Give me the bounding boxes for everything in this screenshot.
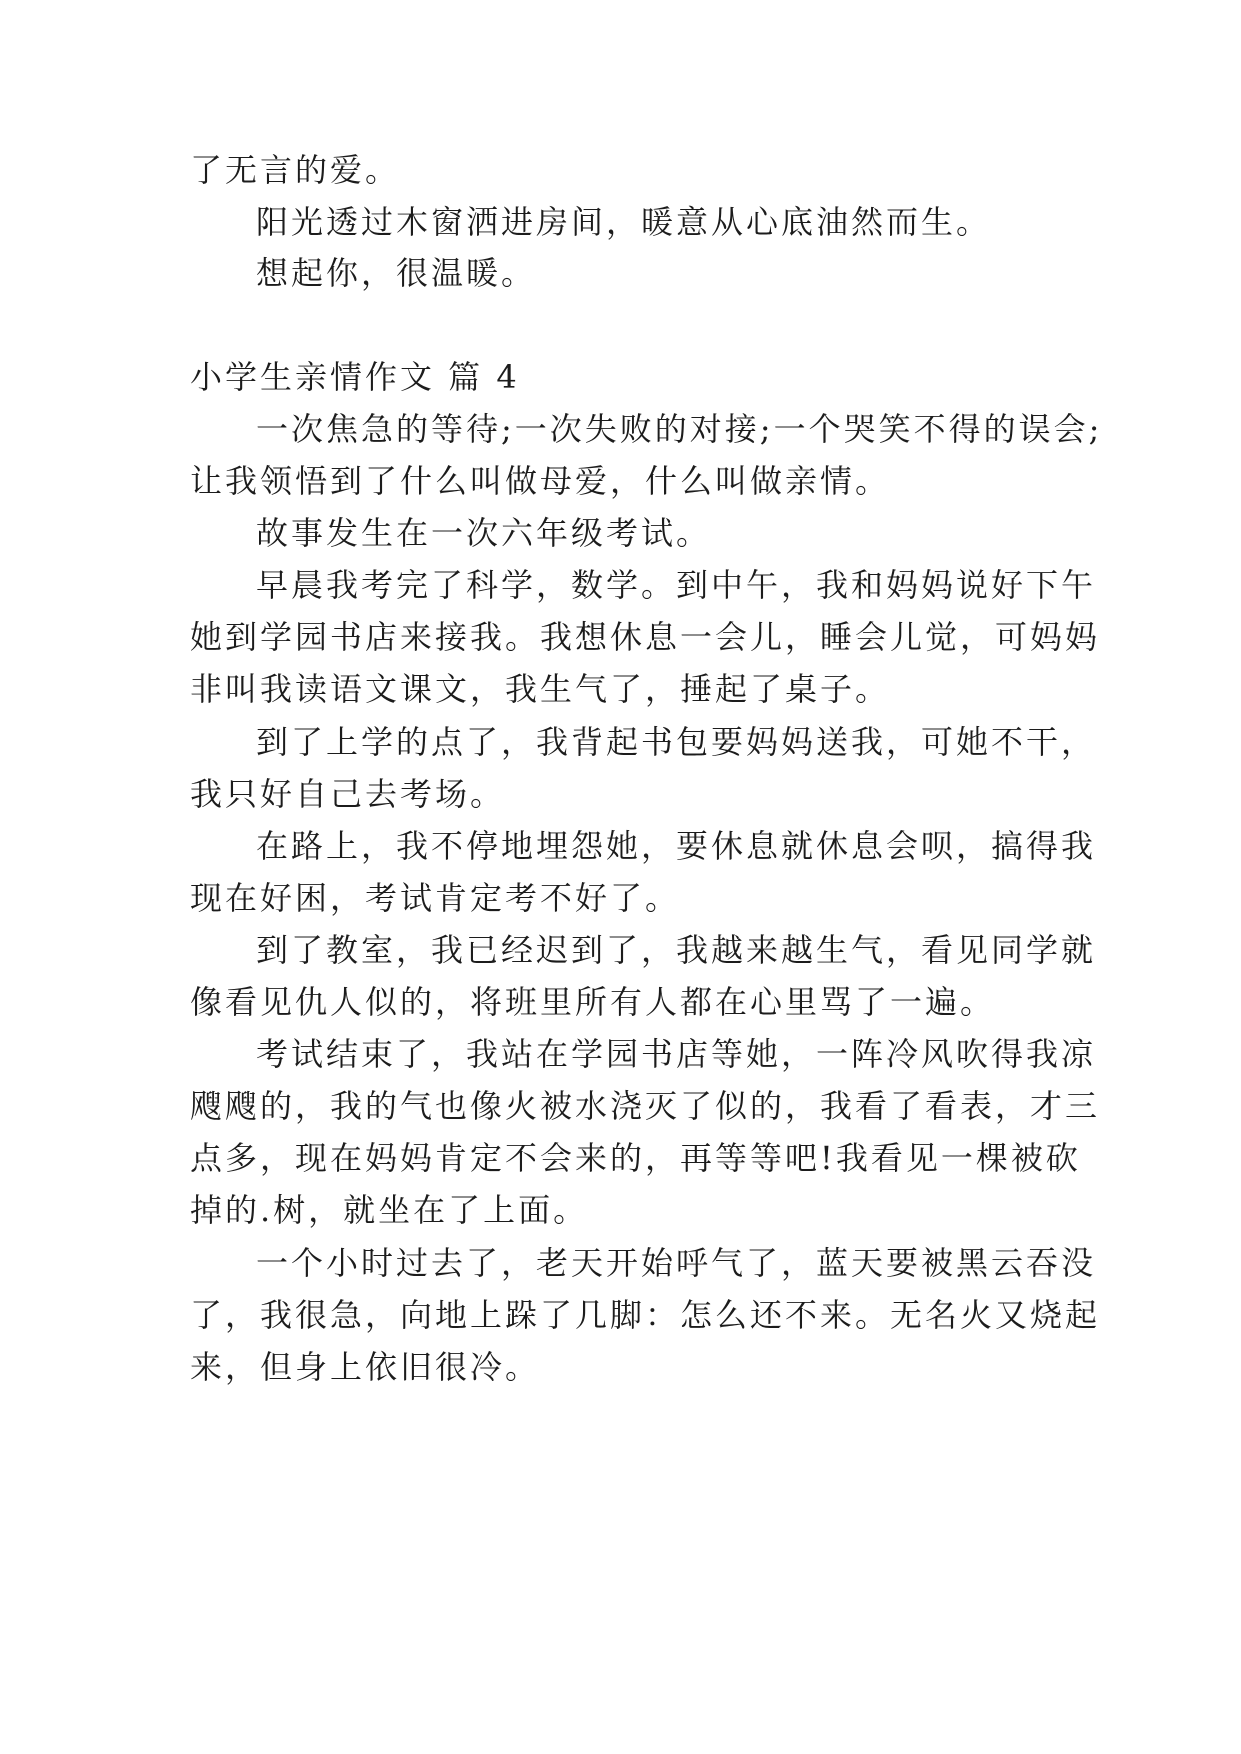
text-line-paragraph-start: 想起你，很温暖。 bbox=[256, 254, 537, 292]
section-heading: 小学生亲情作文 篇 4 bbox=[190, 358, 520, 396]
text-line-continuation: 现在好困，考试肯定考不好了。 bbox=[190, 879, 681, 917]
text-line-paragraph-start: 考试结束了，我站在学园书店等她，一阵冷风吹得我凉 bbox=[256, 1035, 1097, 1073]
text-line-continuation: 来，但身上依旧很冷。 bbox=[190, 1348, 541, 1386]
text-line-continuation: 非叫我读语文课文，我生气了，捶起了桌子。 bbox=[190, 670, 891, 708]
text-line-continuation: 像看见仇人似的，将班里所有人都在心里骂了一遍。 bbox=[190, 983, 996, 1021]
text-line-continuation: 我只好自己去考场。 bbox=[190, 775, 506, 813]
text-line-continuation: 飕飕的，我的气也像火被水浇灭了似的，我看了看表，才三 bbox=[190, 1087, 1101, 1125]
text-line-paragraph-start: 在路上，我不停地埋怨她，要休息就休息会呗，搞得我 bbox=[256, 827, 1097, 865]
text-line-continuation: 让我领悟到了什么叫做母爱，什么叫做亲情。 bbox=[190, 462, 891, 500]
text-line-continuation: 了，我很急，向地上跺了几脚：怎么还不来。无名火又烧起 bbox=[190, 1296, 1101, 1334]
text-line-paragraph-start: 到了上学的点了，我背起书包要妈妈送我，可她不干， bbox=[256, 723, 1097, 761]
text-line-continuation: 点多，现在妈妈肯定不会来的，再等等吧!我看见一棵被砍 bbox=[190, 1139, 1081, 1177]
text-line-paragraph-start: 一个小时过去了，老天开始呼气了，蓝天要被黑云吞没 bbox=[256, 1244, 1097, 1282]
text-line-paragraph-start: 故事发生在一次六年级考试。 bbox=[256, 514, 712, 552]
text-line-continuation: 她到学园书店来接我。我想休息一会儿，睡会儿觉，可妈妈 bbox=[190, 618, 1101, 656]
text-line-paragraph-start: 阳光透过木窗洒进房间，暖意从心底油然而生。 bbox=[256, 203, 992, 241]
text-line-continuation: 了无言的爱。 bbox=[190, 151, 401, 189]
text-line-paragraph-start: 早晨我考完了科学，数学。到中午，我和妈妈说好下午 bbox=[256, 566, 1097, 604]
text-line-paragraph-start: 到了教室，我已经迟到了，我越来越生气，看见同学就 bbox=[256, 931, 1097, 969]
text-line-paragraph-start: 一次焦急的等待;一次失败的对接;一个哭笑不得的误会; bbox=[256, 410, 1103, 448]
text-line-continuation: 掉的.树，就坐在了上面。 bbox=[190, 1191, 589, 1229]
document-page bbox=[190, 0, 1103, 1754]
